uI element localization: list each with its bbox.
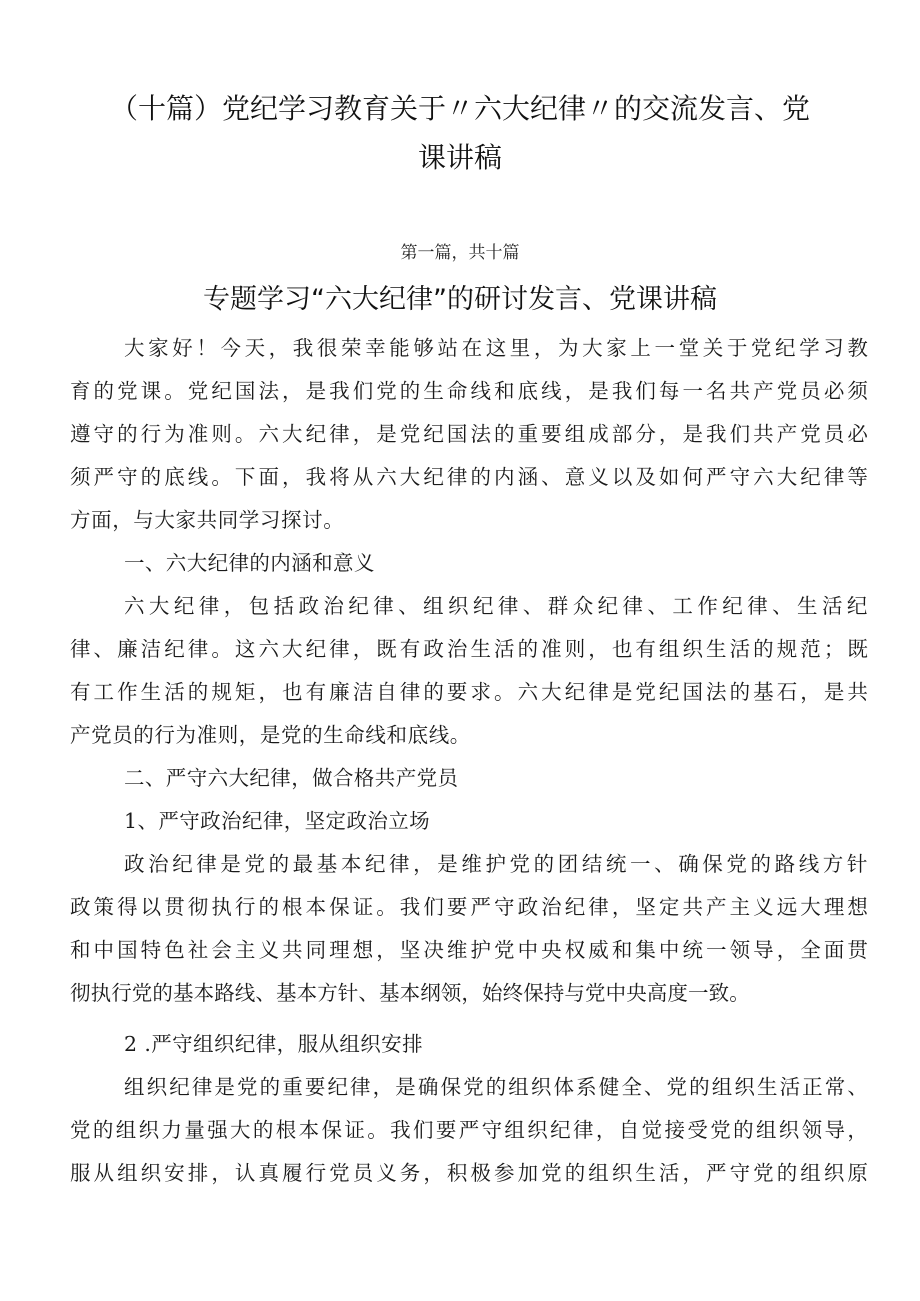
paragraph-line: 政治纪律是党的最基本纪律，是维护党的团结统一、确保党的路线方针 bbox=[124, 852, 868, 876]
section-heading: 一、六大纪律的内涵和意义 bbox=[124, 551, 375, 575]
document-title-line-1: （十篇）党纪学习教育关于〃六大纪律〃的交流发言、党 bbox=[109, 92, 810, 125]
document-body bbox=[70, 327, 868, 1195]
subsection-heading: 1、严守政治纪律，坚定政治立场 bbox=[124, 809, 431, 833]
section-title: 专题学习“六大纪律”的研讨发言、党课讲稿 bbox=[203, 284, 717, 315]
section-heading: 二、严守六大纪律，做合格共产党员 bbox=[124, 766, 459, 790]
paragraph-line: 律、廉洁纪律。这六大纪律，既有政治生活的准则，也有组织生活的规范；既 bbox=[70, 637, 868, 661]
paragraph-line: 六大纪律，包括政治纪律、组织纪律、群众纪律、工作纪律、生活纪 bbox=[124, 594, 868, 618]
part-label: 第一篇，共十篇 bbox=[400, 243, 520, 263]
paragraph-line: 须严守的底线。下面，我将从六大纪律的内涵、意义以及如何严守六大纪律等 bbox=[70, 465, 868, 489]
document-title-line-2: 课讲稿 bbox=[417, 141, 502, 174]
paragraph-line: 方面，与大家共同学习探讨。 bbox=[70, 508, 345, 532]
paragraph-line: 育的党课。党纪国法，是我们党的生命线和底线，是我们每一名共产党员必须 bbox=[70, 379, 868, 403]
paragraph-line: 遵守的行为准则。六大纪律，是党纪国法的重要组成部分，是我们共产党员必 bbox=[70, 422, 868, 446]
paragraph-line: 产党员的行为准则，是党的生命线和底线。 bbox=[70, 723, 471, 747]
paragraph-line: 有工作生活的规矩，也有廉洁自律的要求。六大纪律是党纪国法的基石，是共 bbox=[70, 680, 868, 704]
document-title bbox=[90, 84, 830, 182]
paragraph-line: 党的组织力量强大的根本保证。我们要严守组织纪律，自觉接受党的组织领导， bbox=[70, 1118, 868, 1142]
paragraph-line: 政策得以贯彻执行的根本保证。我们要严守政治纪律，坚定共产主义远大理想 bbox=[70, 895, 868, 919]
paragraph-line: 大家好！今天，我很荣幸能够站在这里，为大家上一堂关于党纪学习教 bbox=[124, 336, 868, 360]
subsection-heading: 2 .严守组织纪律，服从组织安排 bbox=[124, 1032, 423, 1056]
paragraph-line: 彻执行党的基本路线、基本方针、基本纲领，始终保持与党中央高度一致。 bbox=[70, 981, 750, 1005]
paragraph-line: 和中国特色社会主义共同理想，坚决维护党中央权威和集中统一领导，全面贯 bbox=[70, 938, 868, 962]
paragraph-line: 组织纪律是党的重要纪律，是确保党的组织体系健全、党的组织生活正常、 bbox=[124, 1075, 868, 1099]
paragraph-line: 服从组织安排，认真履行党员义务，积极参加党的组织生活，严守党的组织原 bbox=[70, 1161, 868, 1185]
